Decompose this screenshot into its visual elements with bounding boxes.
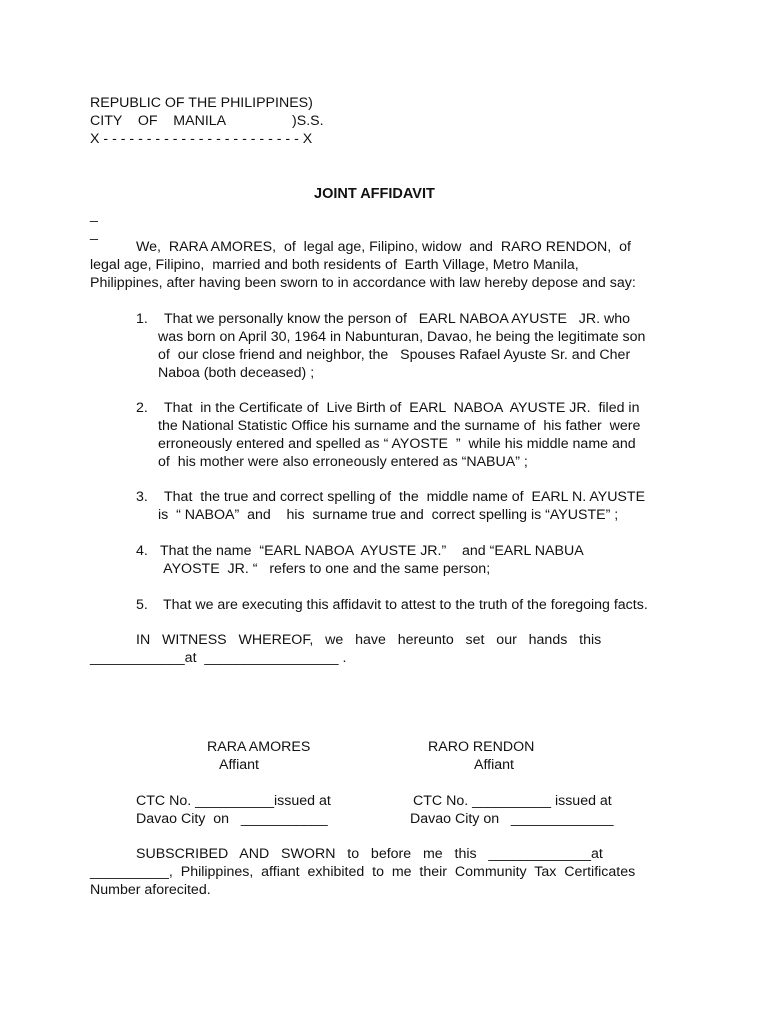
- item-line: of his mother were also erroneously entered as “NABUA” ;: [158, 454, 528, 470]
- republic-line: REPUBLIC OF THE PHILIPPINES): [90, 95, 313, 111]
- intro-line: We, RARA AMORES, of legal age, Filipino, widow and RARO RENDON, of: [136, 239, 631, 255]
- item-number: 3.: [136, 489, 148, 505]
- affiant-name: RARA AMORES: [207, 739, 311, 755]
- item-line: is “ NABOA” and his surname true and correct spelling is “AYUSTE” ;: [158, 507, 619, 523]
- item-line: of our close friend and neighbor, the Spouses Rafael Ayuste Sr. and Cher: [158, 347, 631, 363]
- item-line: the National Statistic Office his surname and the surname of his father were: [158, 418, 641, 434]
- intro-line: Philippines, after having been sworn to in accordance with law hereby depose and say:: [90, 275, 636, 291]
- affiant-name: RARO RENDON: [428, 739, 535, 755]
- item-line: That the name “EARL NABOA AYUSTE JR.” and “EARL NABUA: [160, 543, 584, 559]
- item-line: That the true and correct spelling of the middle name of EARL N. AYUSTE: [164, 489, 646, 505]
- item-number: 2.: [136, 400, 148, 416]
- intro-line: legal age, Filipino, married and both residents of Earth Village, Metro Manila,: [90, 257, 579, 273]
- witness-line: ____________at _________________ .: [90, 650, 347, 666]
- header-separator: X - - - - - - - - - - - - - - - - - - - - - - - X: [90, 131, 313, 147]
- item-line: AYOSTE JR. “ refers to one and the same person;: [160, 561, 491, 577]
- ss-marker: )S.S.: [292, 113, 324, 129]
- jurat-line: __________, Philippines, affiant exhibited to me their Community Tax Certificates: [90, 864, 636, 880]
- ctc-line: CTC No. __________issued at: [136, 793, 331, 809]
- item-line: That we personally know the person of EARL NABOA AYUSTE JR. who: [164, 311, 631, 327]
- witness-line: IN WITNESS WHEREOF, we have hereunto set our hands this: [136, 632, 602, 648]
- item-line: was born on April 30, 1964 in Nabunturan, Davao, he being the legitimate son: [158, 329, 646, 345]
- item-line: That in the Certificate of Live Birth of EARL NABOA AYUSTE JR. filed in: [164, 400, 640, 416]
- ctc-place-line: Davao City on _____________: [410, 811, 614, 827]
- affiant-role: Affiant: [219, 757, 259, 773]
- document-title: JOINT AFFIDAVIT: [314, 186, 435, 202]
- item-line: That we are executing this affidavit to attest to the truth of the foregoing facts.: [163, 597, 648, 613]
- affiant-role: Affiant: [474, 757, 514, 773]
- jurat-line: Number aforecited.: [90, 882, 211, 898]
- blank-mark: _: [90, 207, 98, 223]
- city-line: CITY OF MANILA: [90, 113, 227, 129]
- ctc-line: CTC No. __________ issued at: [413, 793, 612, 809]
- ctc-place-line: Davao City on ___________: [136, 811, 328, 827]
- blank-mark: _: [90, 225, 98, 241]
- item-line: erroneously entered and spelled as “ AYOSTE ” while his middle name and: [158, 436, 636, 452]
- item-number: 1.: [136, 311, 148, 327]
- jurat-line: SUBSCRIBED AND SWORN to before me this _____________at: [136, 846, 603, 862]
- item-line: Naboa (both deceased) ;: [158, 365, 315, 381]
- item-number: 5.: [136, 597, 148, 613]
- item-number: 4.: [136, 543, 148, 559]
